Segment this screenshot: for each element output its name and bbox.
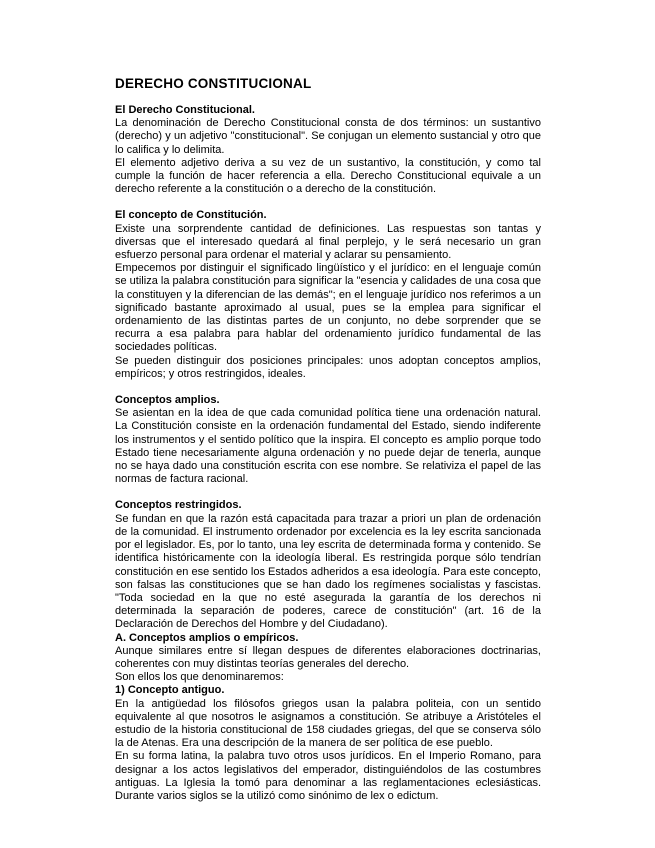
section-el-concepto-de-constitucion	[115, 209, 541, 381]
subsection-conceptos-amplios-o-empiricos	[115, 632, 541, 685]
paragraph: En su forma latina, la palabra tuvo otros usos jurídicos. En el Imperio Romano, para designar a los actos legislativos del emperador, distinguiéndolos de las costumbres antiguas. La Iglesia la tomó para denominar a las reglamentaciones eclesiásticas. Durante varios siglos se la utilizó como sinónimo de lex o edictum.	[115, 750, 541, 802]
paragraph: Se asientan en la idea de que cada comunidad política tiene una ordenación natural. La Constitución consiste en la ordenación fundamental del Estado, siendo indiferente los instrumentos y el sentido político que la inspira. El concepto es amplio porque todo Estado tiene necesariamente alguna ordenación y no puede dejar de tenerla, aunque no se haya dado una constitución escrita con ese nombre. Se relativiza el papel de las normas de factura racional.	[115, 407, 541, 486]
subsection-heading: A. Conceptos amplios o empíricos.	[115, 631, 299, 644]
paragraph: Se pueden distinguir dos posiciones principales: unos adoptan conceptos amplios, empíricos; y otros restringidos, ideales.	[115, 354, 541, 380]
paragraph: Se fundan en que la razón está capacitada para trazar a priori un plan de ordenación de la comunidad. El instrumento ordenador por excelencia es la ley escrita sancionada por el legislador. Es, por lo tanto, una ley escrita de determinada forma y contenido. Se identifica históricamente con la ideología liberal. Es restringida porque sólo tendrían constitución en ese sentido los Estados adheridos a esa ideología. Para este concepto, son falsas las constituciones que se han dado los regímenes socialistas y fascistas. "Toda sociedad en la que no esté asegurada la garantía de los derechos ni determinada la separación de poderes, carece de constitución" (art. 16 de la Declaración de Derechos del Hombre y del Ciudadano).	[115, 512, 541, 631]
paragraph: El elemento adjetivo deriva a su vez de un sustantivo, la constitución, y como tal cumple la función de hacer referencia a ella. Derecho Constitucional equivale a un derecho referente a la constitución o a derecho de la constitución.	[115, 156, 541, 196]
section-el-derecho-constitucional	[115, 104, 541, 196]
document-title: DERECHO CONSTITUCIONAL	[115, 76, 312, 91]
section-heading: Conceptos amplios.	[115, 394, 220, 407]
paragraph: Son ellos los que denominaremos:	[115, 671, 284, 684]
section-heading: El Derecho Constitucional.	[115, 104, 255, 116]
paragraph: Existe una sorprendente cantidad de definiciones. Las respuestas son tantas y diversas que el interesado quedará al final perplejo, y le será necesario un gran esfuerzo personal para ordenar el material y aclarar su pensamiento.	[115, 222, 541, 262]
paragraph: En la antigüedad los filósofos griegos usan la palabra politeia, con un sentido equivalente al que nosotros le asignamos a constitución. Se atribuye a Aristóteles el estudio de la historia constitucional de 158 ciudades griegas, del que se conserva sólo la de Atenas. Era una descripción de la manera de ser política de ese pueblo.	[115, 697, 541, 750]
subsection-heading: 1) Concepto antiguo.	[115, 684, 225, 697]
section-conceptos-restringidos	[115, 499, 541, 803]
subsection-concepto-antiguo	[115, 684, 541, 803]
section-conceptos-amplios	[115, 394, 541, 486]
section-heading: El concepto de Constitución.	[115, 209, 267, 222]
document-content	[115, 76, 541, 803]
paragraph: Aunque similares entre sí llegan despues de diferentes elaboraciones doctrinarias, coherentes con muy distintas teorías generales del derecho.	[115, 644, 541, 670]
paragraph: La denominación de Derecho Constitucional consta de dos términos: un sustantivo (derecho) y un adjetivo "constitucional". Se conjugan un elemento sustancial y otro que lo califica y lo delimita.	[115, 117, 541, 156]
section-heading: Conceptos restringidos.	[115, 499, 242, 512]
paragraph: Empecemos por distinguir el significado lingüístico y el jurídico: en el lenguaje común se utiliza la palabra constitución para significar la "esencia y calidades de una cosa que la constituyen y la diferencian de las demás"; en el lenguaje jurídico nos referimos a un significado bastante aproximado al usual, pues se la emplea para significar el ordenamiento de las distintas partes de un conjunto, no debe sorprender que se recurra a esa palabra para hablar del ordenamiento jurídico fundamental de las sociedades políticas.	[115, 262, 541, 354]
